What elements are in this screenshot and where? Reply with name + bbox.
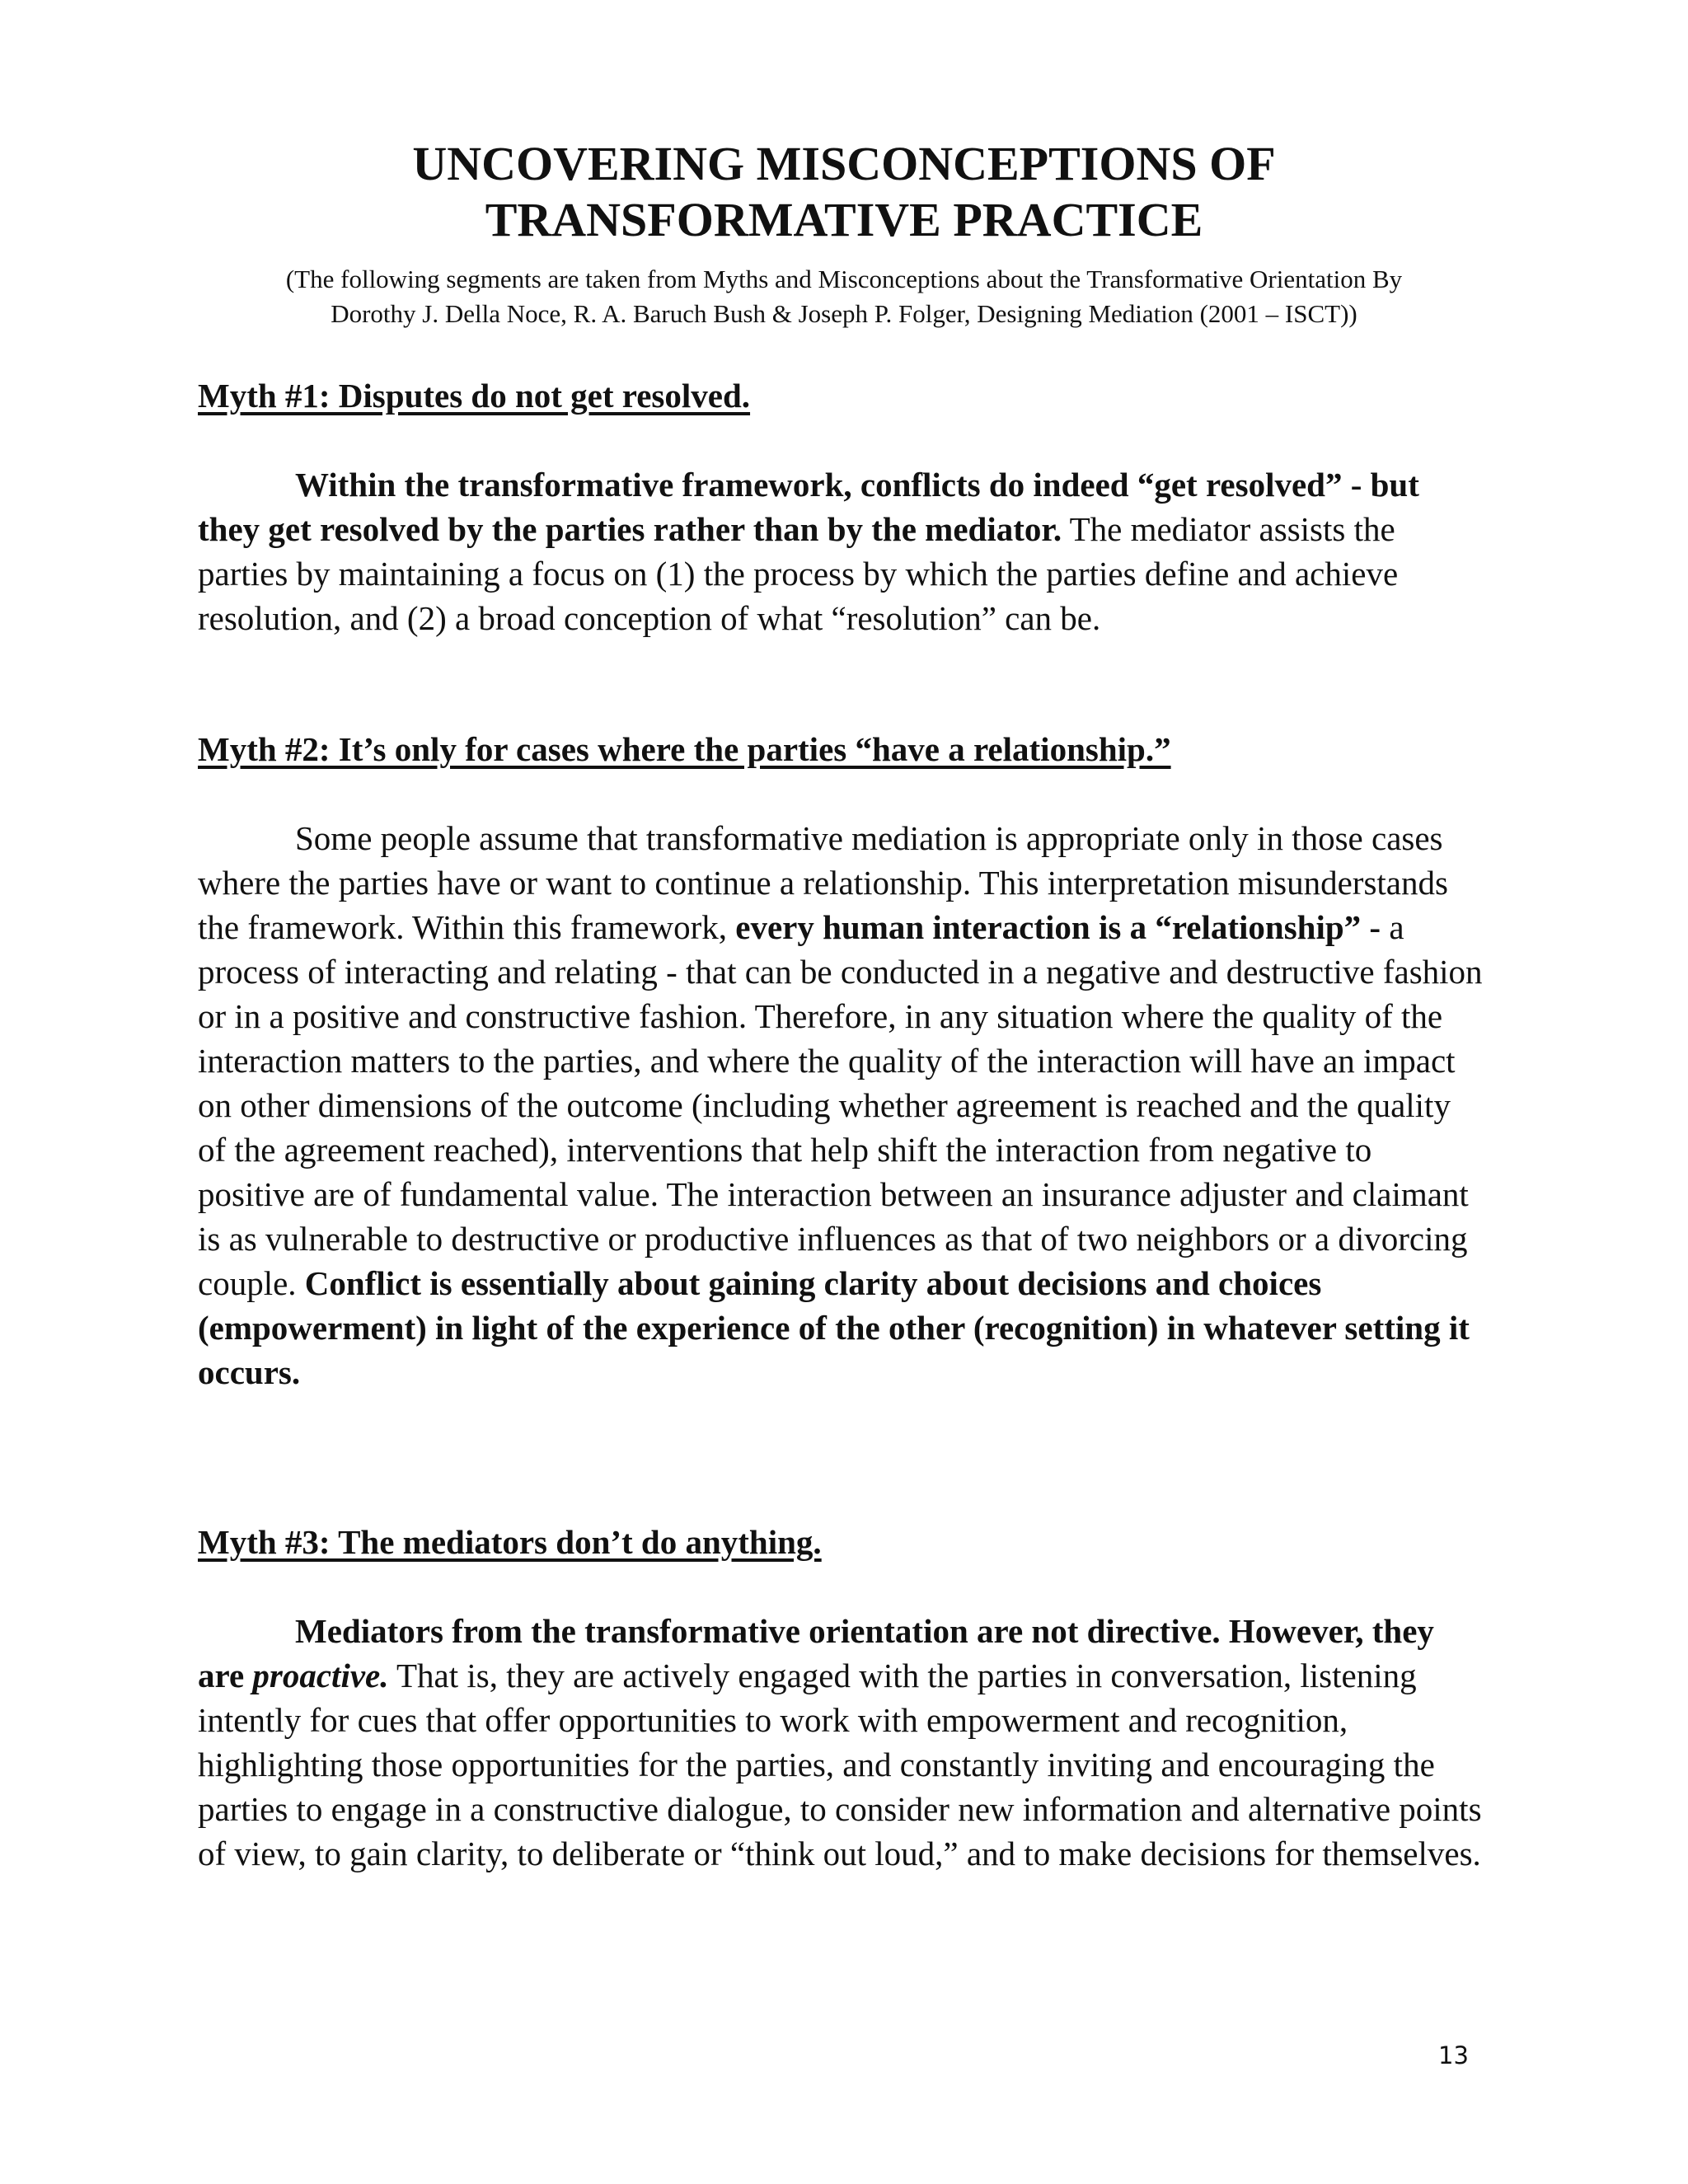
myth-1-bold-text: Within the transformative framework, conflicts do indeed “get resolved” - but they get resolved by the parties rather than by the mediator. — [198, 466, 1419, 548]
page-number: 13 — [1438, 2041, 1469, 2069]
myth-2-bold-text-2: Conflict is essentially about gaining clarity about decisions and choices (empowerment) in light of the experience of the other (recognition) in whatever setting it occurs. — [198, 1264, 1470, 1391]
myth-3-bold-text: Mediators from the transformative orientation are not directive. However, they are — [198, 1612, 1434, 1694]
myth-2-body-text-1: Some people assume that transformative mediation is appropriate only in those cases where the parties have or want to continue a relationship. This interpretation misunderstands the framework. Within this framework, — [198, 819, 1448, 946]
myth-3-heading: Myth #3: The mediators don’t do anything. — [198, 1523, 822, 1561]
myth-1-body-text: The mediator assists the parties by maintaining a focus on (1) the process by which the parties define and achieve resolution, and (2) a broad conception of what “resolution” can be. — [198, 510, 1399, 637]
source-citation — [198, 262, 1490, 331]
source-citation-line-1: (The following segments are taken from Myths and Misconceptions about the Transformative Orientation By — [285, 265, 1403, 293]
myth-3-paragraph — [198, 1609, 1484, 1876]
myth-3-body-text: That is, they are actively engaged with the parties in conversation, listening intently for cues that offer opportunities to work with empowerment and recognition, highlighting those opportunities for the parties, and constantly inviting and encouraging the parties to engage in a constructive dialogue, to consider new information and alternative points of view, to gain clarity, to deliberate or “think out loud,” and to make decisions for themselves. — [198, 1657, 1482, 1872]
myth-1-heading: Myth #1: Disputes do not get resolved. — [198, 377, 751, 415]
page-title-line-2: TRANSFORMATIVE PRACTICE — [485, 193, 1203, 246]
page-title — [198, 136, 1490, 248]
myth-2-body-text-2: a process of interacting and relating - that can be conducted in a negative and destructive fashion or in a positive and constructive fashion. Therefore, in any situation where the quality of the interaction matters to the parties, and where the quality of the interaction will have an impact on other dimensions of the outcome (including whether agreement is reached and the quality of the agreement reached), interventions that help shift the interaction from negative to positive are of fundamental value. The interaction between an insurance adjuster and claimant is as vulnerable to destructive or productive influences as that of two neighbors or a divorcing couple. — [198, 908, 1483, 1302]
page-title-line-1: UNCOVERING MISCONCEPTIONS OF — [412, 137, 1276, 190]
myth-1-paragraph — [198, 462, 1484, 640]
myth-3-emphasis-text: proactive. — [252, 1657, 389, 1694]
myth-2-bold-text-1: every human interaction is a “relationship” - — [735, 908, 1381, 946]
source-citation-line-2: Dorothy J. Della Noce, R. A. Baruch Bush & Joseph P. Folger, Designing Mediation (2001 – ISCT)) — [331, 299, 1357, 328]
myth-2-heading: Myth #2: It’s only for cases where the parties “have a relationship.” — [198, 730, 1171, 768]
myth-2-paragraph — [198, 816, 1484, 1394]
